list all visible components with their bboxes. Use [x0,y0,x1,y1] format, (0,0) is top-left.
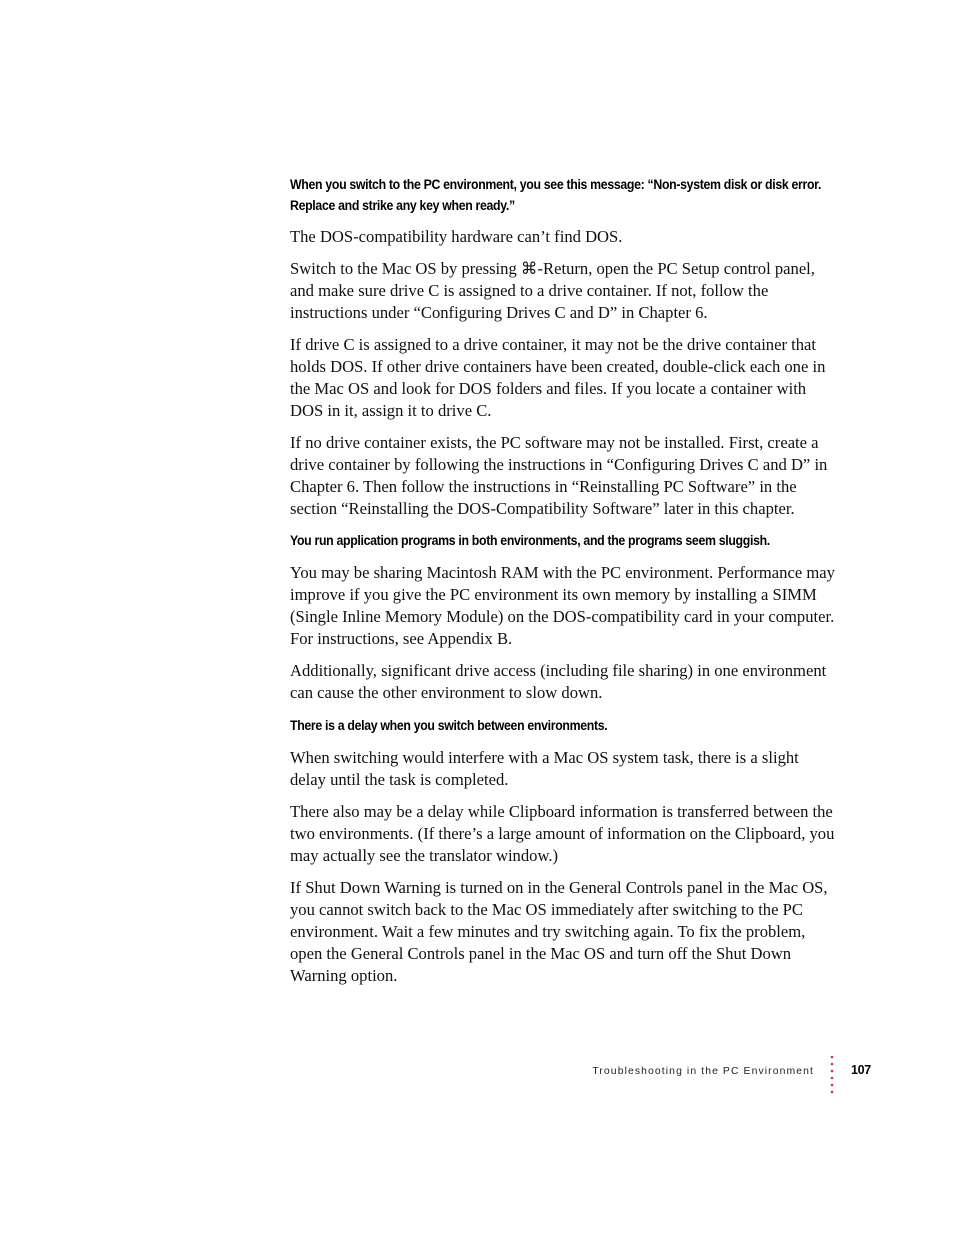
body-paragraph: There also may be a delay while Clipboard information is transferred between the two environments. (If there’s a large amount of information on the Clipboard, you may actually see the translator window.) [290,802,835,865]
footer-chapter-title: Troubleshooting in the PC Environment [592,1066,814,1077]
body-paragraph: Switch to the Mac OS by pressing ⌘-Return, open the PC Setup control panel, and make sure drive C is assigned to a drive container. If not, follow the instructions under “Configuring Drives C and D” in Chapter 6. [290,259,815,322]
page-content [290,174,838,987]
footer-dot [831,1077,834,1080]
page-number: 107 [851,1063,871,1077]
body-paragraph: If no drive container exists, the PC software may not be installed. First, create a drive container by following the instructions in “Configuring Drives C and D” in Chapter 6. Then follow the instructions in “Reinstalling PC Software” in the section “Reinstalling the DOS-Compatibility Software” later in this chapter. [290,433,828,518]
body-paragraph: If drive C is assigned to a drive container, it may not be the drive container that holds DOS. If other drive containers have been created, double-click each one in the Mac OS and look for DOS folders and files. If you locate a container with DOS in it, assign it to drive C. [290,335,826,420]
body-paragraph: Additionally, significant drive access (including file sharing) in one environment can cause the other environment to slow down. [290,661,827,702]
body-paragraph: The DOS-compatibility hardware can’t find DOS. [290,227,623,246]
footer-dot [831,1091,834,1094]
footer-dot [831,1070,834,1073]
body-paragraph: If Shut Down Warning is turned on in the General Controls panel in the Mac OS, you cannot switch back to the Mac OS immediately after switching to the PC environment. Wait a few minutes and try switching again. To fix the problem, open the General Controls panel in the Mac OS and turn off the Shut Down Warning option. [290,878,828,985]
footer-dot [831,1056,834,1059]
section-heading-switch-delay: There is a delay when you switch between environments. [290,718,608,733]
footer-dotted-rule [829,1054,835,1094]
section-heading-non-system-disk: When you switch to the PC environment, you see this message: “Non-system disk or disk error. Replace and strike any key when ready.” [290,177,822,213]
body-paragraph: When switching would interfere with a Mac OS system task, there is a slight delay until the task is completed. [290,748,799,789]
body-paragraph: You may be sharing Macintosh RAM with the PC environment. Performance may improve if you give the PC environment its own memory by installing a SIMM (Single Inline Memory Module) on the DOS-compatibility card in your computer. For instructions, see Appendix B. [290,563,835,648]
footer-dot [831,1063,834,1066]
section-heading-sluggish-programs: You run application programs in both environments, and the programs seem sluggish. [290,533,770,548]
footer-dot [831,1084,834,1087]
